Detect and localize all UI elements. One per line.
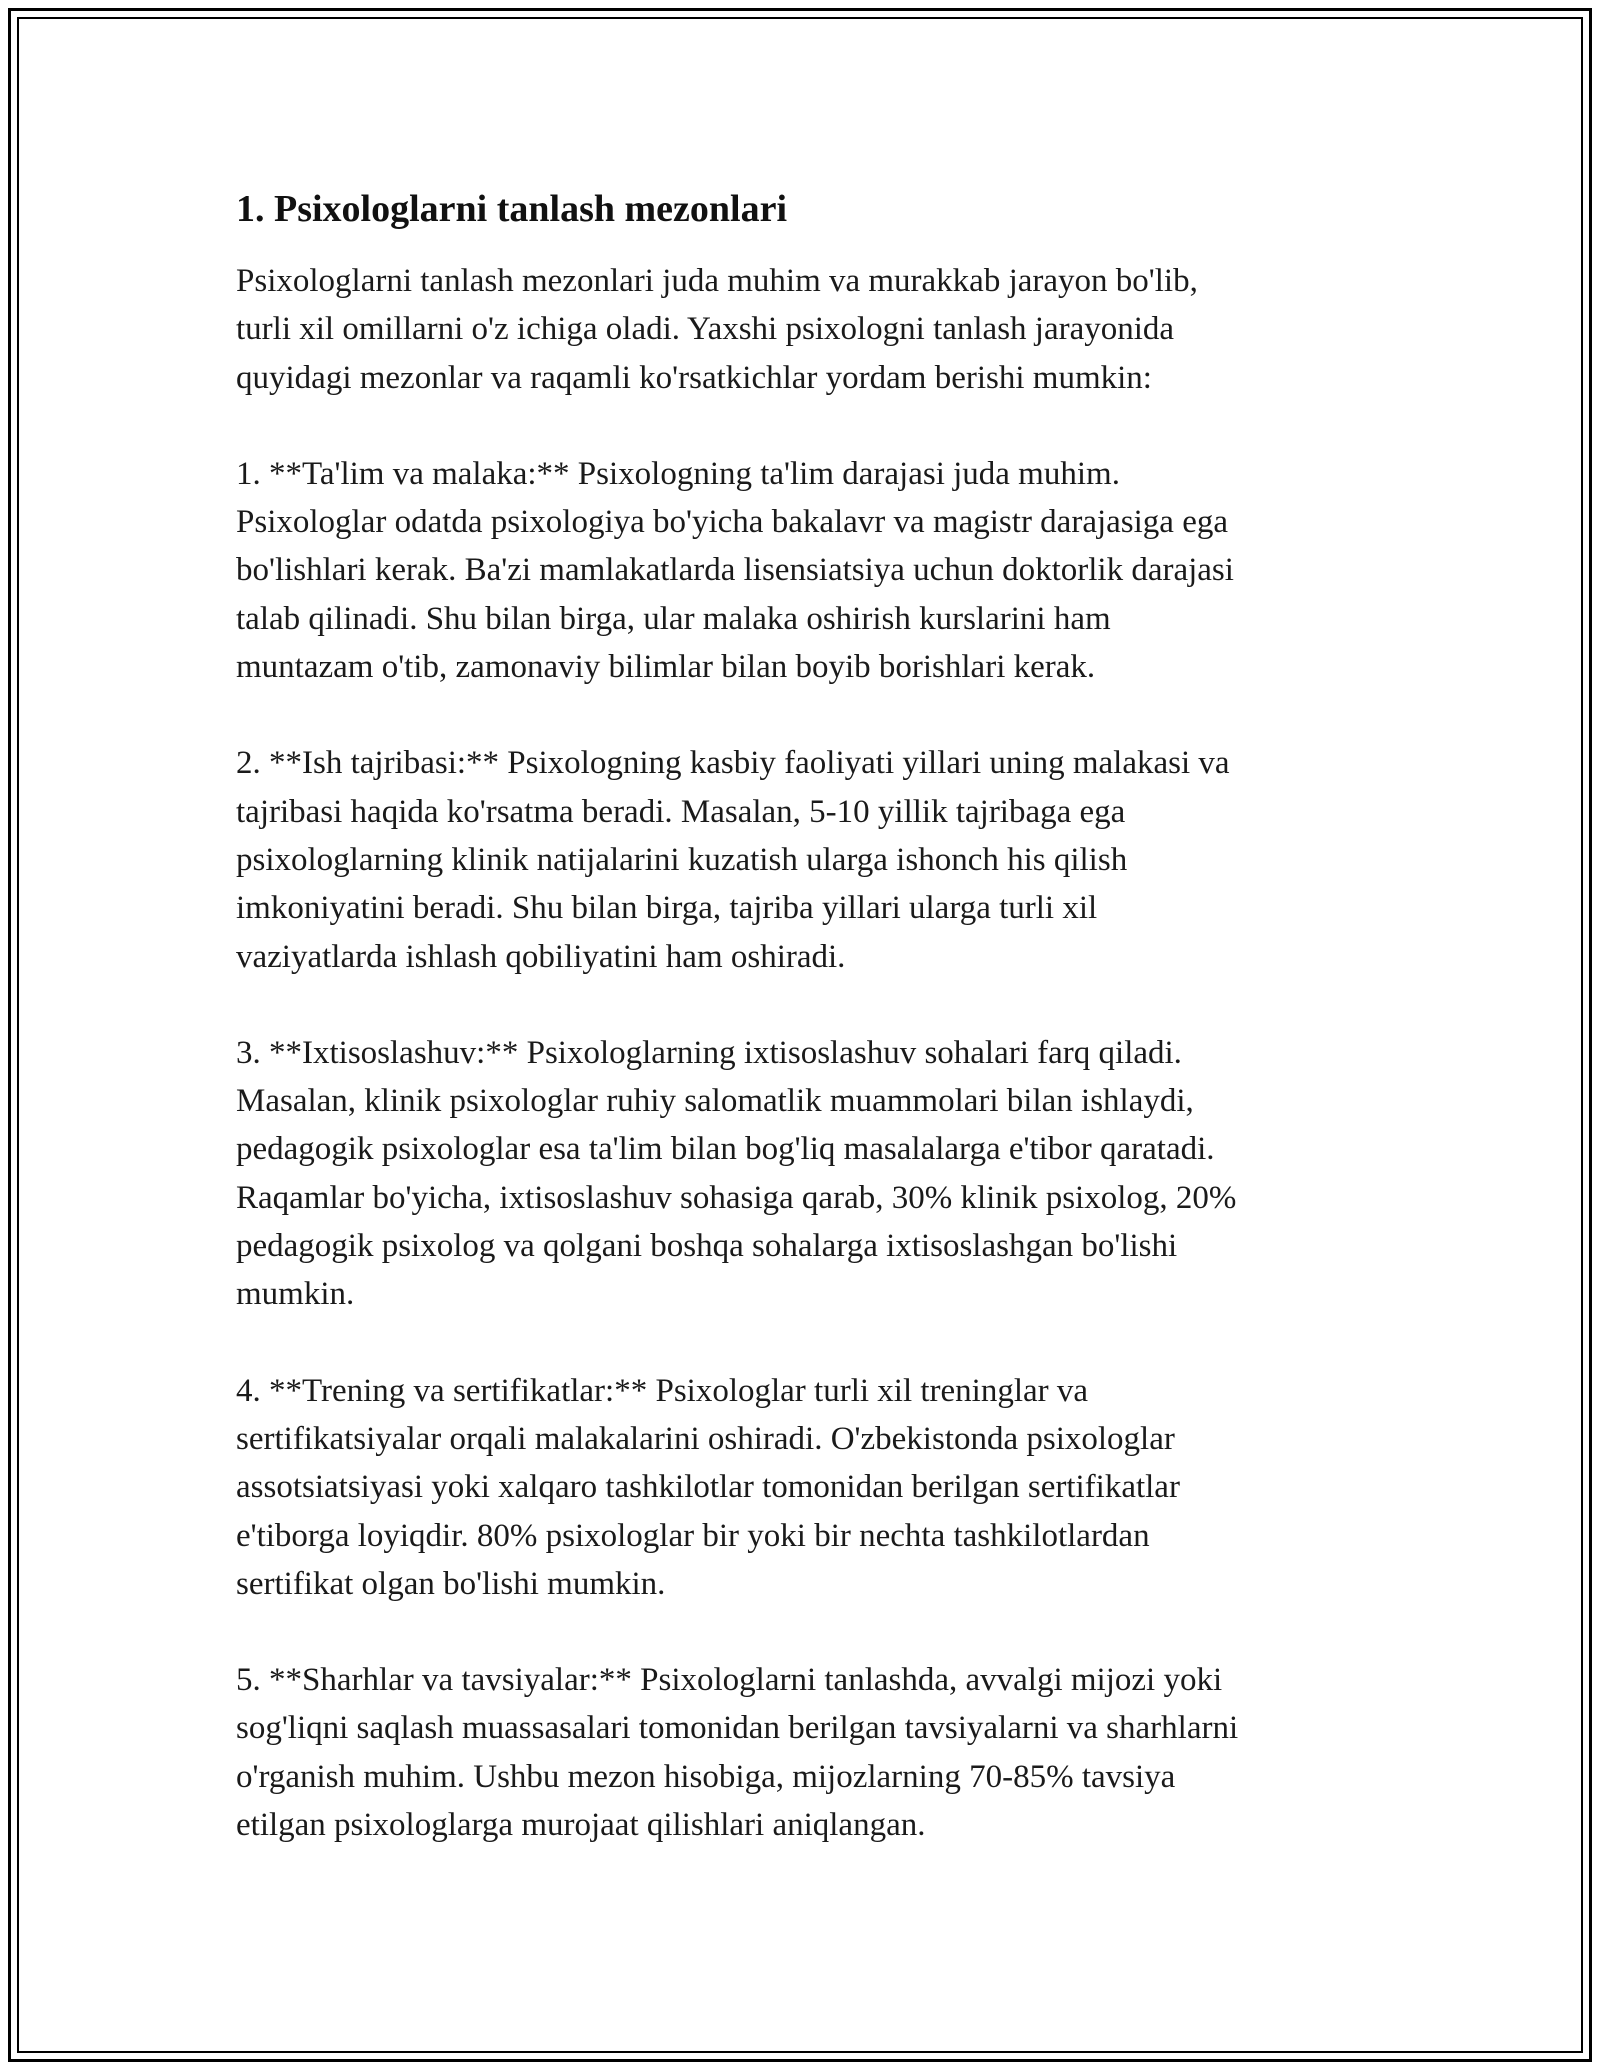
intro-paragraph: Psixologlarni tanlash mezonlari juda muhim va murakkab jarayon bo'lib, turli xil omillarni o'z ichiga oladi. Yaxshi psixologni tanlash jarayonida quyidagi mezonlar va raqamli ko'rsatkichlar yordam berishi mumkin: xyxy=(236,263,1198,396)
criterion-training-paragraph: 4. **Trening va sertifikatlar:** Psixologlar turli xil treninglar va sertifikatsiyalar orqali malakalarini oshiradi. O'zbekistonda psixologlar assotsiatsiyasi yoki xalqaro tashkilotlar tomonidan berilgan sertifikatlar e'tiborga loyiqdir. 80% psixologlar bir yoki bir nechta tashkilotlardan sertifikat olgan bo'lishi mumkin. xyxy=(236,1372,1180,1602)
criterion-specialization-paragraph: 3. **Ixtisoslashuv:** Psixologlarning ixtisoslashuv sohalari farq qiladi. Masalan, klinik psixologlar ruhiy salomatlik muammolari bilan ishlaydi, pedagogik psixologlar esa ta'lim bilan bog'liq masalalarga e'tibor qaratadi. Raqamlar bo'yicha, ixtisoslashuv sohasiga qarab, 30% klinik psixolog, 20% pedagogik psixolog va qolgani boshqa sohalarga ixtisoslashgan bo'lishi mumkin. xyxy=(236,1034,1237,1313)
criterion-education-paragraph: 1. **Ta'lim va malaka:** Psixologning ta'lim darajasi juda muhim. Psixologlar odatda psixologiya bo'yicha bakalavr va magistr darajasiga ega bo'lishlari kerak. Ba'zi mamlakatlarda lisensiatsiya uchun doktorlik darajasi talab qilinadi. Shu bilan birga, ular malaka oshirish kurslarini ham muntazam o'tib, zamonaviy bilimlar bilan boyib borishlari kerak. xyxy=(236,455,1234,686)
section-title: 1. Psixologlarni tanlash mezonlari xyxy=(236,188,787,230)
document-body xyxy=(236,185,1366,1897)
criterion-experience-paragraph: 2. **Ish tajribasi:** Psixologning kasbiy faoliyati yillari uning malakasi va tajribasi haqida ko'rsatma beradi. Masalan, 5-10 yillik tajribaga ega psixologlarning klinik natijalarini kuzatish ularga ishonch his qilish imkoniyatini beradi. Shu bilan birga, tajriba yillari ularga turli xil vaziyatlarda ishlash qobiliyatini ham oshiradi. xyxy=(236,745,1230,975)
criterion-reviews-paragraph: 5. **Sharhlar va tavsiyalar:** Psixologlarni tanlashda, avvalgi mijozi yoki sog'liqni saqlash muassasalari tomonidan berilgan tavsiyalarni va sharhlarni o'rganish muhim. Ushbu mezon hisobiga, mijozlarning 70-85% tavsiya etilgan psixologlarga murojaat qilishlari aniqlangan. xyxy=(236,1662,1239,1844)
